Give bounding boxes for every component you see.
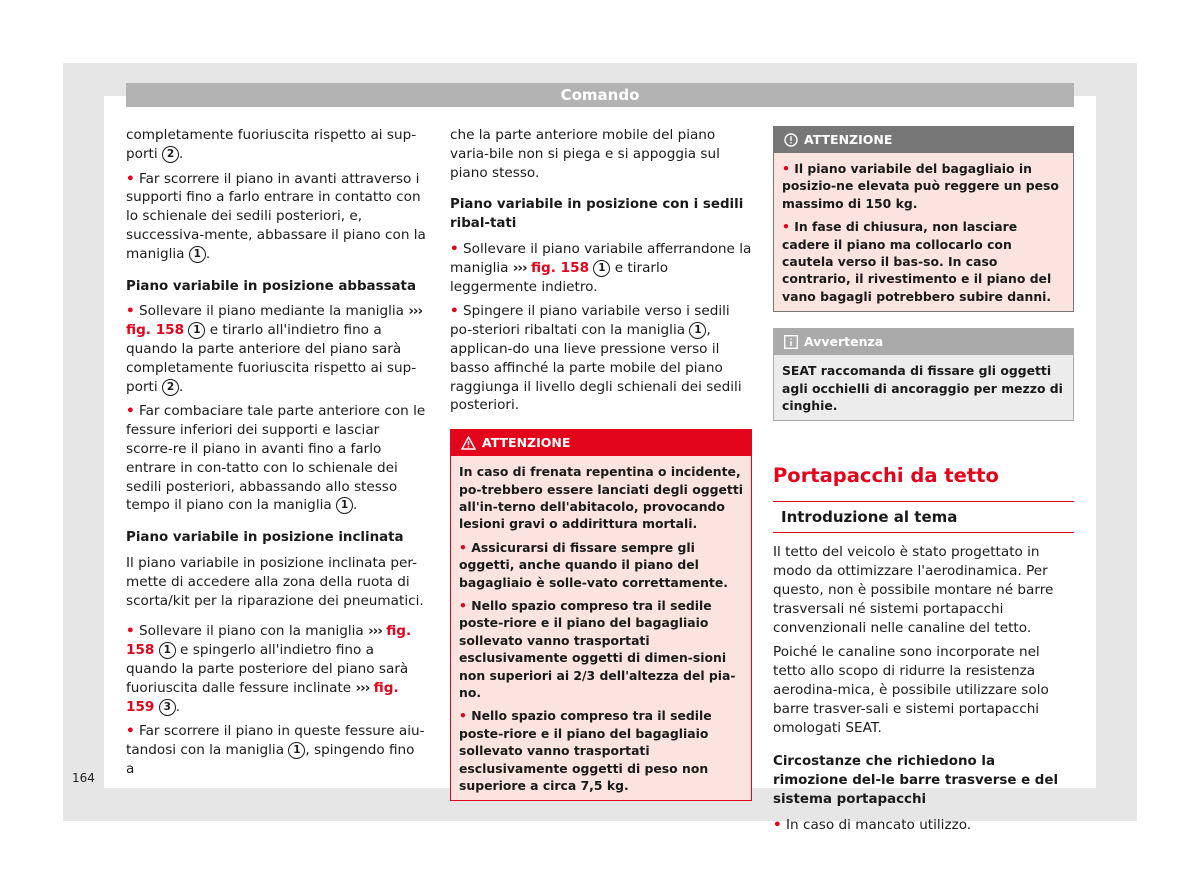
warning-header: ATTENZIONE [451,430,751,456]
note-header: Avvertenza [774,329,1073,355]
column-middle [450,126,752,801]
heading: Piano variabile in posizione inclinata [126,530,404,546]
heading: Piano variabile in posizione abbassata [126,278,416,294]
callout-number: 1 [336,497,353,514]
bullet-item: • Far scorrere il piano in queste fessure aiu-tandosi con la maniglia 1 , spingendo fino a [126,723,425,777]
heading: Circostanze che richiedono la rimozione del-le barre trasverse e del sistema portapacchi [773,754,1059,808]
bullet-dot: • [126,723,135,740]
warning-bullet: • Assicurarsi di fissare sempre gli oggetti, anche quando il piano del bagagliaio è solle-vato correttamente. [459,539,728,590]
callout-number: 1 [189,246,206,263]
figure-link[interactable]: fig. 158 [530,259,590,276]
note-box [773,328,1074,421]
header-title: Comando [126,83,1074,107]
callout-number: 1 [689,322,706,339]
callout-number: 1 [288,742,305,759]
caution-body [774,153,1073,311]
bullet-item: • In caso di mancato utilizzo. [773,816,972,833]
info-icon [784,332,798,358]
caution-box [773,126,1074,312]
note-text: SEAT raccomanda di fissare gli oggetti agli occhielli di ancoraggio per mezzo di cinghie. [782,363,1063,414]
bullet-dot: • [450,303,459,320]
cross-reference-arrows-icon: ››› [512,259,527,276]
cross-reference-arrows-icon: ››› [408,303,423,320]
paragraph: Il piano variabile in posizione inclinata per-mette di accedere alla zona della ruota di scorta/kit per la riparazione dei pneumatici. [126,554,424,609]
bullet-item: • Sollevare il piano mediante la maniglia ››› fig. 158 1 e tirarlo all'indietro fino a quando la parte anteriore del piano sarà completamente fuoriuscita rispetto ai sup-porti 2 . [126,303,423,395]
warning-bullet: • Nello spazio compreso tra il sedile poste-riore e il piano del bagagliaio sollevato vanno trasportati esclusivamente oggetti di dimen-sioni non superiori ai 2/3 dell'altezza del pia-no. [459,598,736,701]
bullet-dot: • [126,623,135,640]
bullet-dot: • [126,303,135,320]
subsection-title: Introduzione al tema [773,501,1074,533]
paragraph: Il tetto del veicolo è stato progettato in modo da ottimizzare l'aerodinamica. Per questo, non è possibile montare né barre trasversali né sistemi portapacchi convenzionali nelle canaline del tetto. [773,544,1054,636]
warning-box [450,429,752,801]
bullet-dot: • [459,708,467,724]
exclamation-circle-icon [784,130,798,156]
callout-number: 1 [188,322,205,339]
bullet-dot: • [459,598,467,613]
bullet-dot: • [450,240,459,257]
caution-bullet: • Il piano variabile del bagagliaio in posizio-ne elevata può reggere un peso massimo di 150 kg. [782,161,1059,211]
section-title: Portapacchi da tetto [773,464,999,488]
paragraph: completamente fuoriuscita rispetto ai sup-porti 2 . [126,127,417,162]
callout-number: 2 [162,146,179,163]
column-left [126,126,426,785]
bullet-dot: • [126,170,135,187]
callout-number: 1 [159,642,176,659]
bullet-item: • Sollevare il piano variabile afferrandone la maniglia ››› fig. 158 1 e tirarlo leggermente indietro. [450,240,752,295]
callout-number: 2 [162,379,179,396]
callout-number: 1 [593,260,610,277]
bullet-item: • Sollevare il piano con la maniglia ››› fig. 158 1 e spingerlo all'indietro fino a quando la parte posteriore del piano sarà fuoriuscita dalle fessure inclinate ››› fig. 159 3 . [126,623,412,715]
cross-reference-arrows-icon: ››› [355,679,370,696]
bullet-item: • Spingere il piano variabile verso i sedili po-steriori ribaltati con la maniglia 1 , applican-do una lieve pressione verso il basso affinché la parte mobile del piano raggiunga il livello degli schienali dei sedili posteriori. [450,303,742,414]
page-number: 164 [72,771,95,785]
warning-triangle-icon [461,433,476,459]
bullet-dot: • [459,539,467,555]
bullet-item: • Far scorrere il piano in avanti attraverso i supporti fino a farlo entrare in contatto con lo schienale dei sedili posteriori, e, successiva-mente, abbassare il piano con la maniglia 1 . [126,170,426,262]
paragraph: che la parte anteriore mobile del piano varia-bile non si piega e si appoggia sul piano stesso. [450,127,720,181]
column-right [773,126,1074,841]
bullet-dot: • [126,403,135,420]
figure-link[interactable]: fig. 158 [126,623,412,659]
caution-bullet: • In fase di chiusura, non lasciare cadere il piano ma collocarlo con cautela verso il bas-so. In caso contrario, il rivestimento e il piano del vano bagagli potrebbero subire danni. [782,219,1052,304]
bullet-dot: • [782,219,790,235]
bullet-item: • Far combaciare tale parte anteriore con le fessure inferiori dei supporti e lasciar scorre-re il piano in avanti fino a farlo entrare in con-tatto con lo schienale dei sedili posteriori, abbassando allo stesso tempo il piano con la maniglia 1 . [126,403,426,514]
warning-text: In caso di frenata repentina o incidente, po-trebbero essere lanciati degli oggetti all'in-terno dell'abitacolo, provocando lesioni gravi o addirittura mortali. [459,464,743,532]
caution-header: ATTENZIONE [774,127,1073,153]
bullet-dot: • [782,161,790,176]
callout-number: 3 [159,699,176,716]
figure-link[interactable]: fig. 158 [126,322,185,339]
cross-reference-arrows-icon: ››› [368,623,382,640]
note-body [774,355,1073,420]
paragraph: Poiché le canaline sono incorporate nel tetto allo scopo di ridurre la resistenza aerodina-mica, è possibile utilizzare solo barre trasver-sali e sistemi portapacchi omologati SEAT. [773,644,1049,736]
figure-link[interactable]: fig. 159 [126,679,399,715]
heading: Piano variabile in posizione con i sedili ribal-tati [450,197,744,232]
warning-bullet: • Nello spazio compreso tra il sedile poste-riore e il piano del bagagliaio sollevato vanno trasportati esclusivamente oggetti di peso non superiore a circa 7,5 kg. [459,708,712,794]
bullet-dot: • [773,816,782,833]
warning-body [451,456,751,800]
